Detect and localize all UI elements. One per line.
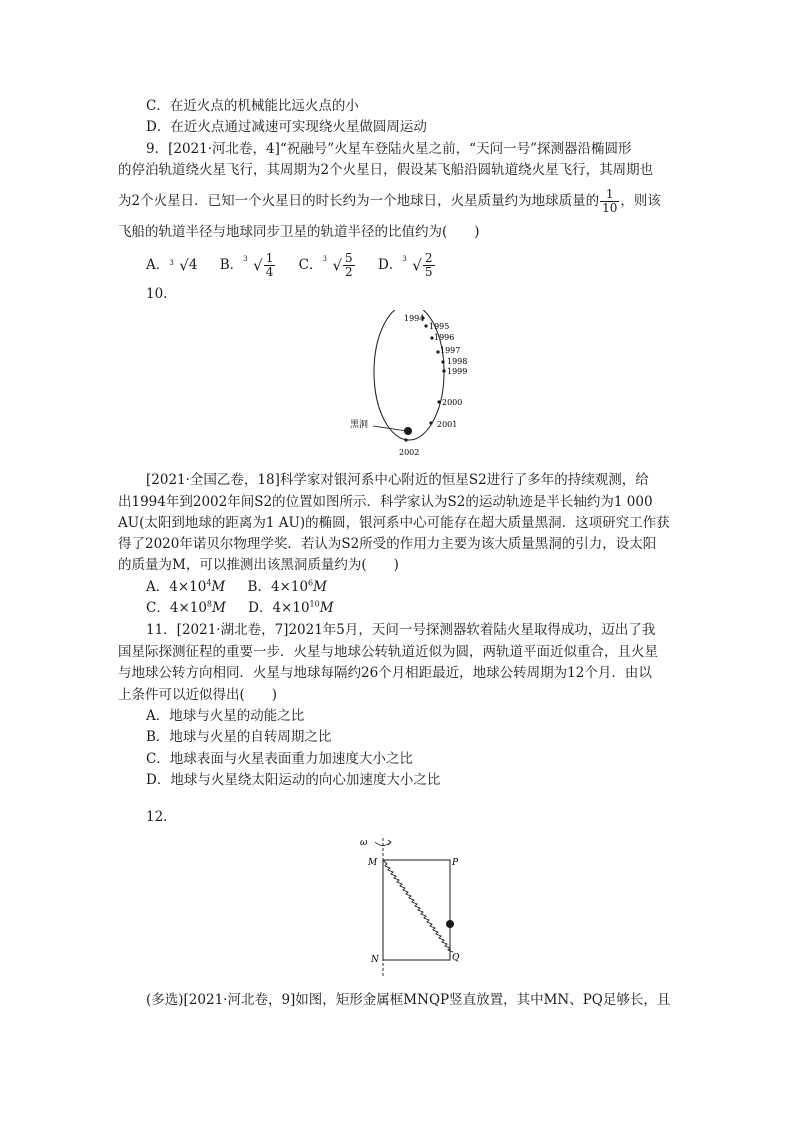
q11-line-2: 国星际探测征程的重要一步．火星与地球公转轨道近似为圆，两轨道平面近似重合，且火星: [118, 644, 658, 660]
q9-line-4: 飞船的轨道半径与地球同步卫星的轨道半径的比值约为( ): [118, 224, 480, 240]
q11-option-a: A．地球与火星的动能之比: [146, 708, 305, 724]
q10-number: 10.: [146, 286, 168, 302]
label-1997: 1997: [440, 346, 461, 355]
q8-option-c: C．在近火点的机械能比远火点的小: [146, 98, 359, 114]
label-1996: 1996: [434, 333, 455, 342]
q10-line-2: 出1994年到2002年间S2的位置如图所示．科学家认为S2的运动轨迹是半长轴约为1 000: [118, 494, 653, 510]
q9-fraction: $\frac{1}{10}$: [602, 187, 618, 215]
q10-options-ab: [146, 578, 345, 596]
label-1994: 1994: [404, 314, 425, 323]
q9-option-c: C． 3 √ $\frac{5}{2}$: [298, 251, 353, 279]
q12-line-1: (多选)[2021·河北卷，9]如图，矩形金属框MNQP竖直放置，其中MN、PQ足够长，且: [146, 992, 671, 1008]
q9-line-1: 9．[2021·河北卷，4]“祝融号”火星车登陆火星之前，“天问一号”探测器沿椭圆形: [146, 141, 632, 157]
q11-line-4: 上条件可以近似得出( ): [118, 687, 278, 703]
ball: [446, 920, 454, 928]
q10-options-cd: [146, 599, 352, 617]
q12-frame-figure: [355, 832, 465, 982]
q10-option-a: A．$4\times 10^4M$: [146, 578, 226, 595]
q12-number: 12.: [146, 809, 168, 825]
point-2001: [429, 421, 432, 424]
label-1995: 1995: [429, 322, 450, 331]
q11-option-c: C．地球表面与火星表面重力加速度大小之比: [146, 751, 413, 767]
q10-line-1: [2021·全国乙卷，18]科学家对银河系中心附近的恒星S2进行了多年的持续观测，给: [146, 472, 649, 488]
q10-option-b: B．$4\times 10^6M$: [247, 578, 327, 595]
omega-label: ω: [360, 838, 368, 848]
point-1998: [441, 360, 444, 363]
q11-option-b: B．地球与火星的自转周期之比: [146, 729, 332, 745]
q9-option-a: A． 3 √4: [146, 256, 198, 275]
point-2002: [404, 438, 407, 441]
q9-line-3: 为2个火星日．已知一个火星日的时长约为一个地球日，火星质量约为地球质量的 $\frac{1}{10}$ ，则该: [118, 187, 661, 215]
label-N: N: [371, 955, 379, 965]
point-1999: [442, 369, 445, 372]
point-1995: [424, 324, 427, 327]
q10-orbit-figure: [340, 310, 480, 465]
blackhole-pointer: [373, 426, 407, 431]
label-Q: Q: [452, 953, 460, 963]
q10-line-5: 的质量为M，可以推测出该黑洞质量约为( ): [118, 557, 399, 573]
label-1999: 1999: [447, 367, 468, 376]
q11-line-1: 11．[2021·湖北卷，7]2021年5月，天问一号探测器软着陆火星取得成功，迈出了我: [146, 622, 656, 638]
q10-line-4: 得了2020年诺贝尔物理学奖．若认为S2所受的作用力主要为该大质量黑洞的引力，设太阳: [118, 536, 657, 552]
q9-option-d: D． 3 √ $\frac{2}{5}$: [377, 251, 433, 279]
spring: [383, 860, 453, 952]
q11-line-3: 与地球公转方向相同．火星与地球每隔约26个月相距最近，地球公转周期为12个月．由以: [118, 665, 652, 681]
q9-option-b: B． 3 √ $\frac{1}{4}$: [219, 251, 274, 279]
q11-option-d: D．地球与火星绕太阳运动的向心加速度大小之比: [146, 772, 441, 788]
label-1998: 1998: [447, 357, 468, 366]
q9-line-2: 的停泊轨道绕火星飞行，其周期为2个火星日，假设某飞船沿圆轨道绕火星飞行，其周期也: [118, 162, 654, 178]
label-2000: 2000: [442, 398, 463, 407]
label-2002: 2002: [399, 448, 420, 457]
q10-option-d: D．$4\times 10^{10}M$: [248, 599, 334, 616]
blackhole-label: 黑洞: [350, 420, 369, 430]
label-2001: 2001: [437, 420, 458, 429]
q8-option-d: D．在近火点通过减速可实现绕火星做圆周运动: [146, 119, 427, 135]
q10-line-3: AU(太阳到地球的距离为1 AU)的椭圆，银河系中心可能存在超大质量黑洞．这项研究工作获: [118, 515, 670, 531]
q10-option-c: C．$4\times 10^8M$: [146, 599, 226, 616]
label-P: P: [452, 858, 459, 868]
point-2000: [437, 400, 440, 403]
blackhole-dot: [404, 427, 412, 435]
label-M: M: [368, 858, 378, 868]
q9-options: [146, 252, 454, 279]
